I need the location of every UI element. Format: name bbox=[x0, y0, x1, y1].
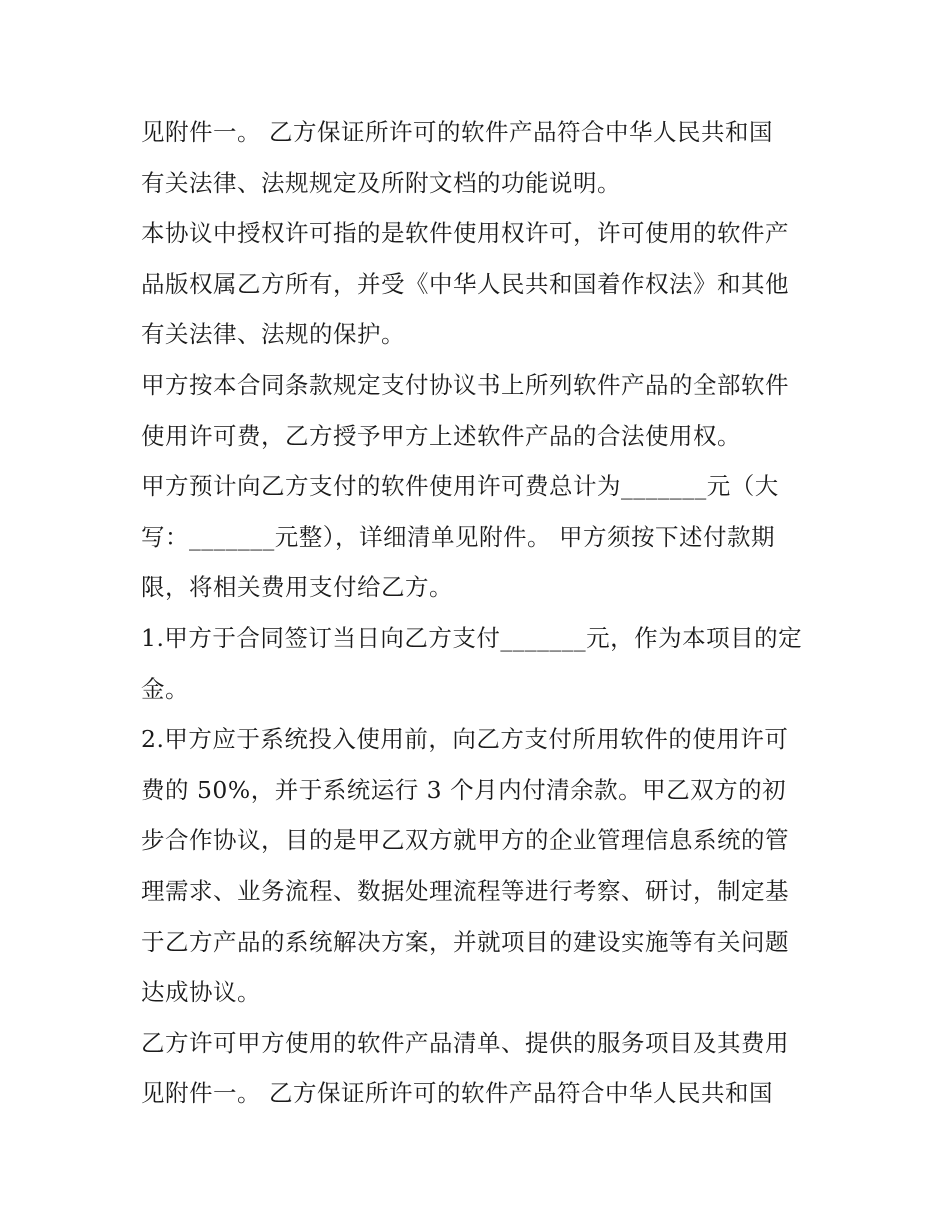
text-line: 甲方按本合同条款规定支付协议书上所列软件产品的全部软件 bbox=[141, 370, 789, 399]
text-line: 有关法律、法规规定及所附文档的功能说明。 bbox=[141, 168, 621, 197]
text-line: 乙方许可甲方使用的软件产品清单、提供的服务项目及其费用 bbox=[141, 1028, 789, 1057]
text-line: 理需求、业务流程、数据处理流程等进行考察、研讨，制定基 bbox=[141, 876, 789, 905]
text-line: 费的 50%，并于系统运行 3 个月内付清余款。甲乙双方的初 bbox=[141, 775, 787, 804]
text-line: 品版权属乙方所有，并受《中华人民共和国着作权法》和其他 bbox=[141, 269, 789, 298]
text-line: 写：_______元整），详细清单见附件。 甲方须按下述付款期 bbox=[141, 522, 775, 551]
text-line: 达成协议。 bbox=[141, 978, 261, 1007]
text-line: 见附件一。 乙方保证所许可的软件产品符合中华人民共和国 bbox=[141, 1079, 773, 1108]
document-body bbox=[141, 107, 821, 1119]
text-line: 1.甲方于合同签订当日向乙方支付_______元，作为本项目的定 bbox=[141, 623, 803, 652]
text-line: 使用许可费，乙方授予甲方上述软件产品的合法使用权。 bbox=[141, 421, 741, 450]
text-line: 有关法律、法规的保护。 bbox=[141, 320, 405, 349]
text-line: 本协议中授权许可指的是软件使用权许可，许可使用的软件产 bbox=[141, 219, 789, 248]
text-line: 金。 bbox=[141, 674, 189, 703]
text-line: 限，将相关费用支付给乙方。 bbox=[141, 573, 453, 602]
text-line: 甲方预计向乙方支付的软件使用许可费总计为_______元（大 bbox=[141, 472, 779, 501]
text-line: 见附件一。 乙方保证所许可的软件产品符合中华人民共和国 bbox=[141, 118, 773, 146]
text-line: 步合作协议，目的是甲乙双方就甲方的企业管理信息系统的管 bbox=[141, 826, 789, 855]
text-line: 2.甲方应于系统投入使用前，向乙方支付所用软件的使用许可 bbox=[141, 725, 789, 754]
text-line: 于乙方产品的系统解决方案，并就项目的建设实施等有关问题 bbox=[141, 927, 789, 956]
